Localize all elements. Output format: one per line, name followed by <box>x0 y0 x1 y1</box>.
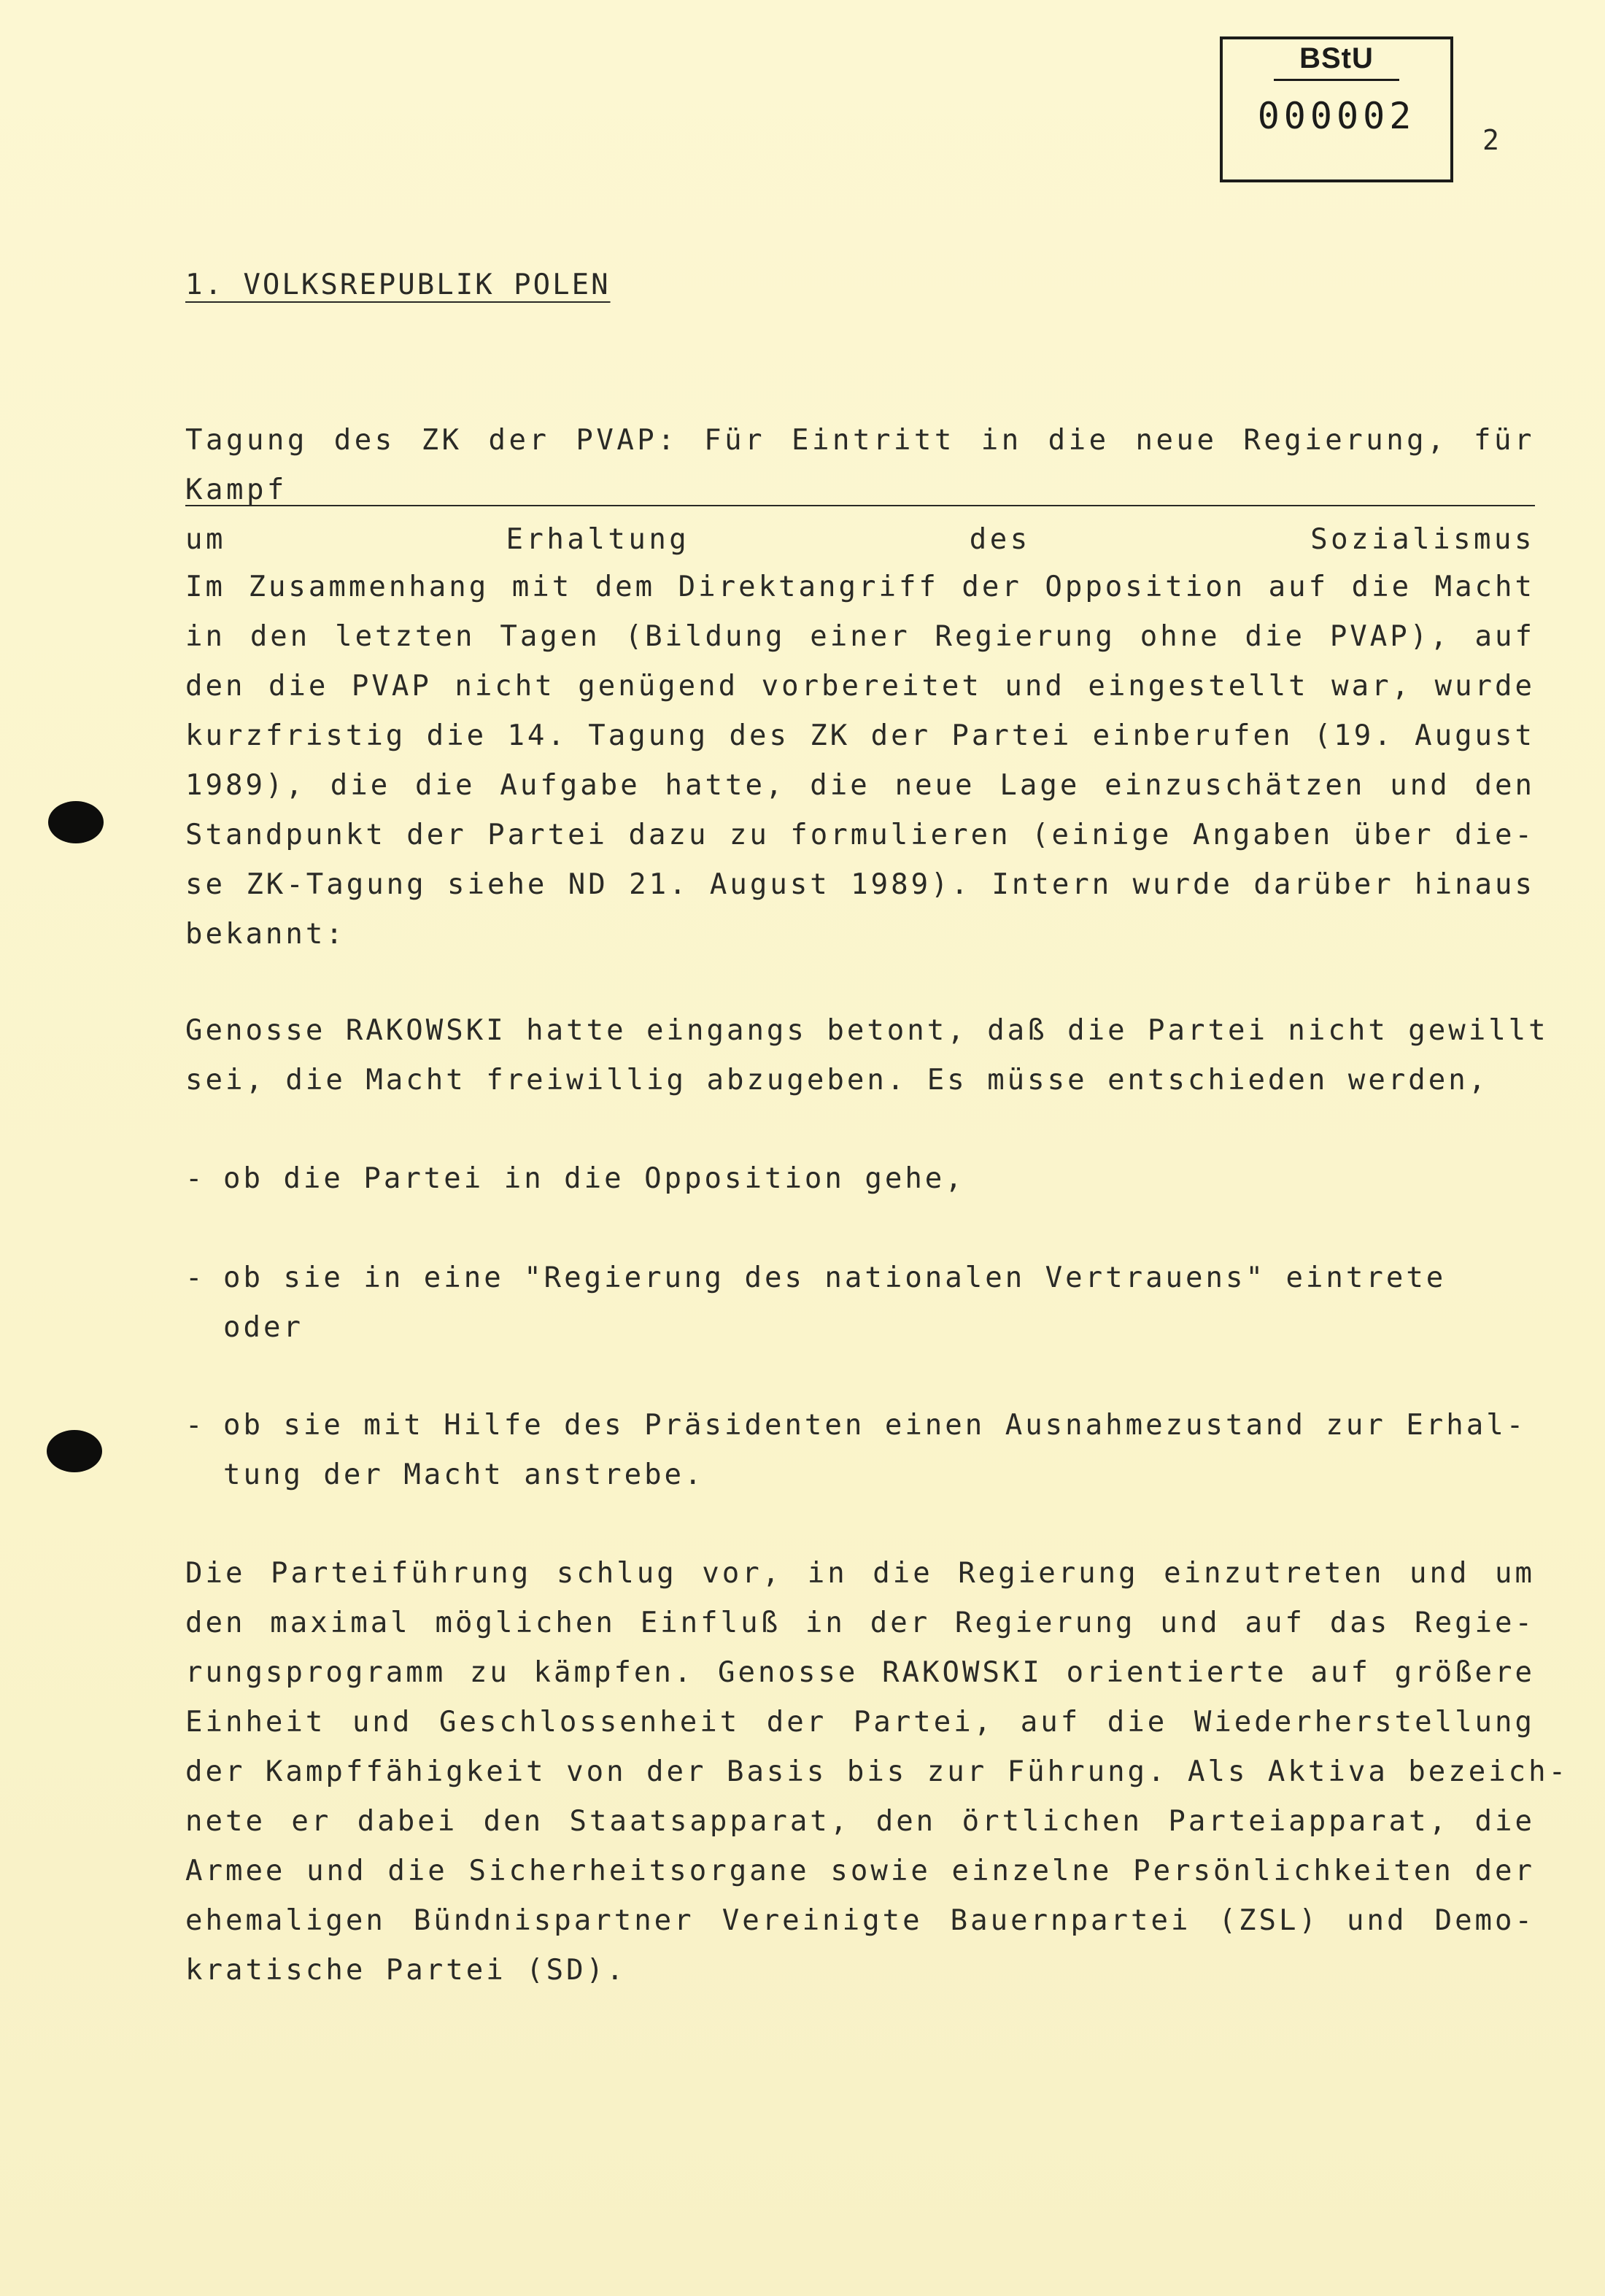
text-line: in den letzten Tagen (Bildung einer Regierung ohne die PVAP), auf <box>185 620 1535 653</box>
paragraph <box>185 1549 1569 1995</box>
list-dash: - <box>185 1409 206 1442</box>
punch-hole <box>47 1430 102 1472</box>
paragraph <box>185 563 1535 959</box>
text-line: der Kampffähigkeit von der Basis bis zur Führung. Als Aktiva bezeich- <box>185 1755 1569 1788</box>
text-line: kurzfristig die 14. Tagung des ZK der Partei einberufen (19. August <box>185 719 1535 752</box>
text-line: sei, die Macht freiwillig abzugeben. Es müsse entschieden werden, <box>185 1064 1489 1097</box>
text-line: Die Parteiführung schlug vor, in die Regierung einzutreten und um <box>185 1557 1535 1590</box>
text-line: den maximal möglichen Einfluß in der Regierung und auf das Regie- <box>185 1607 1535 1639</box>
text-line: kratische Partei (SD). <box>185 1954 627 1987</box>
text-line: ob die Partei in die Opposition gehe, <box>223 1162 965 1195</box>
text-line: ob sie mit Hilfe des Präsidenten einen Ausnahmezustand zur Erhal- <box>223 1409 1527 1442</box>
stamp-number: 000002 <box>1257 95 1416 137</box>
article-heading-line: Tagung des ZK der PVAP: Für Eintritt in die neue Regierung, für Kampf <box>185 424 1535 506</box>
article-heading <box>185 416 1535 565</box>
text-line: tung der Macht anstrebe. <box>223 1458 705 1491</box>
text-line: se ZK-Tagung siehe ND 21. August 1989). Intern wurde darüber hinaus <box>185 868 1535 901</box>
list-item <box>185 1253 1535 1353</box>
text-line: Armee und die Sicherheitsorgane sowie einzelne Persönlichkeiten der <box>185 1855 1535 1887</box>
list-dash: - <box>185 1162 206 1195</box>
text-line: 1989), die die Aufgabe hatte, die neue Lage einzuschätzen und den <box>185 769 1535 802</box>
text-line: Standpunkt der Partei dazu zu formulieren (einige Angaben über die- <box>185 819 1535 851</box>
text-line: Genosse RAKOWSKI hatte eingangs betont, daß die Partei nicht gewillt <box>185 1014 1549 1047</box>
paragraph <box>185 1006 1549 1105</box>
list-item <box>185 1401 1535 1500</box>
article-heading-line: um Erhaltung des Sozialismus <box>185 523 1535 556</box>
text-line: oder <box>223 1311 303 1344</box>
text-line: Im Zusammenhang mit dem Direktangriff der Opposition auf die Macht <box>185 571 1535 603</box>
text-line: bekannt: <box>185 918 346 951</box>
section-heading: 1. VOLKSREPUBLIK POLEN <box>185 268 611 301</box>
list-dash: - <box>185 1261 206 1294</box>
text-line: Einheit und Geschlossenheit der Partei, auf die Wiederherstellung <box>185 1706 1535 1739</box>
archive-stamp <box>1220 36 1453 182</box>
text-line: ob sie in eine "Regierung des nationalen Vertrauens" eintrete <box>223 1261 1447 1294</box>
text-line: den die PVAP nicht genügend vorbereitet und eingestellt war, wurde <box>185 670 1535 703</box>
list-item <box>185 1154 1535 1204</box>
text-line: rungsprogramm zu kämpfen. Genosse RAKOWSKI orientierte auf größere <box>185 1656 1535 1689</box>
stamp-label: BStU <box>1299 42 1374 74</box>
text-line: nete er dabei den Staatsapparat, den örtlichen Parteiapparat, die <box>185 1805 1535 1838</box>
punch-hole <box>48 801 104 843</box>
stamp-divider <box>1274 79 1399 81</box>
heading-underline <box>185 505 1535 506</box>
page-number: 2 <box>1482 124 1499 156</box>
text-line: ehemaligen Bündnispartner Vereinigte Bauernpartei (ZSL) und Demo- <box>185 1904 1535 1937</box>
